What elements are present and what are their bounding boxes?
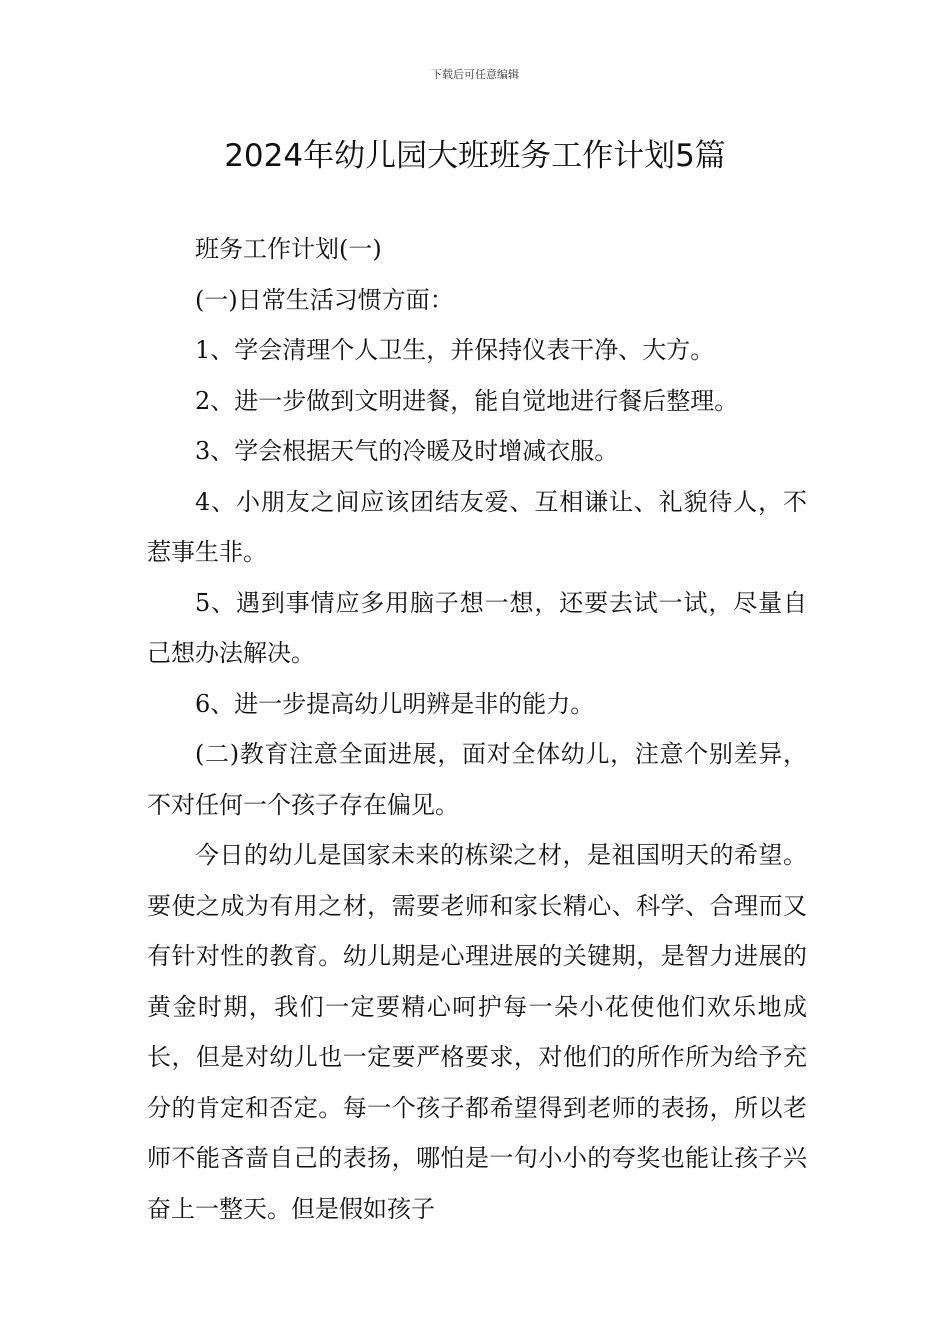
document-body xyxy=(147,224,807,1234)
header-note: 下载后可任意编辑 xyxy=(431,68,519,81)
list-item: 3、学会根据天气的冷暖及时增减衣服。 xyxy=(195,437,619,465)
subsection-heading: (二)教育注意全面进展，面对全体幼儿，注意个别差异，不对任何一个孩子存在偏见。 xyxy=(147,740,807,819)
subsection-heading: (一)日常生活习惯方面： xyxy=(195,285,454,314)
list-item: 1、学会清理个人卫生，并保持仪表干净、大方。 xyxy=(195,336,715,364)
body-paragraph: 今日的幼儿是国家未来的栋梁之材，是祖国明天的希望。要使之成为有用之材，需要老师和家长精心、科学、合理而又有针对性的教育。幼儿期是心理进展的关键期，是智力进展的黄金时期，我们一定要精心呵护每一朵小花使他们欢乐地成长，但是对幼儿也一定要严格要求，对他们的所作所为给予充分的肯定和否定。每一个孩子都希望得到老师的表扬，所以老师不能吝啬自己的表扬，哪怕是一句小小的夸奖也能让孩子兴奋上一整天。但是假如孩子 xyxy=(147,841,807,1223)
list-item: 4、小朋友之间应该团结友爱、互相谦让、礼貌待人，不惹事生非。 xyxy=(147,487,807,566)
section-heading: 班务工作计划(一) xyxy=(195,235,382,263)
document-title: 2024年幼儿园大班班务工作计划5篇 xyxy=(224,138,726,174)
list-item: 5、遇到事情应多用脑子想一想，还要去试一试，尽量自己想办法解决。 xyxy=(147,588,807,667)
list-item: 6、进一步提高幼儿明辨是非的能力。 xyxy=(195,689,595,718)
list-item: 2、进一步做到文明进餐，能自觉地进行餐后整理。 xyxy=(195,386,739,415)
